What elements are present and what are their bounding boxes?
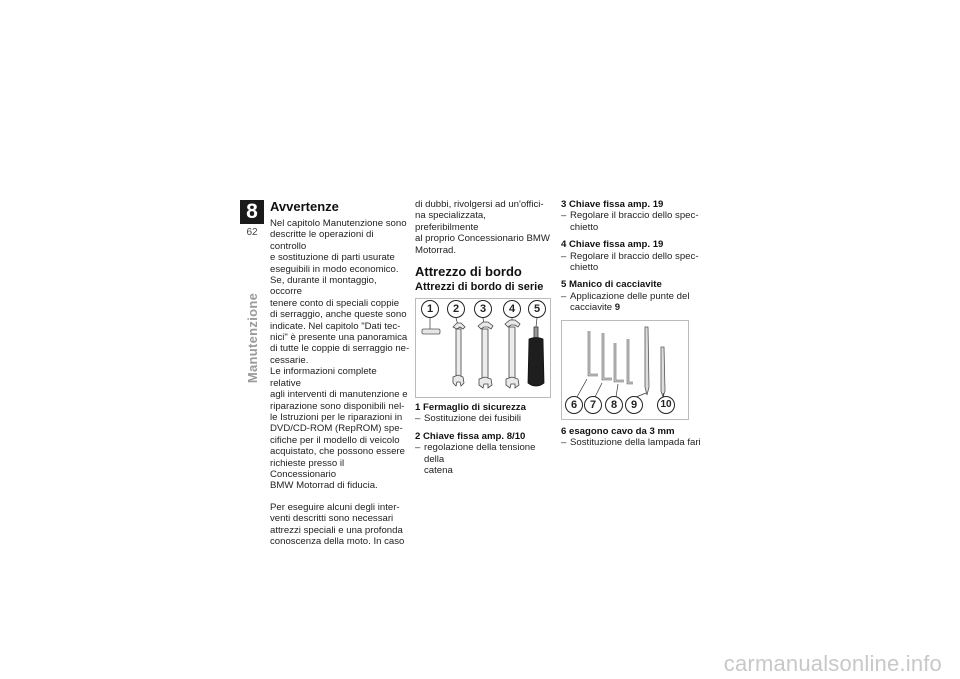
text-line: riparazione sono disponibili nel- [270, 400, 405, 412]
text-line: DVD/CD-ROM (RepROM) spe- [270, 423, 403, 435]
figure-label-6: 6 [570, 398, 578, 411]
chapter-number: 8 [240, 200, 264, 224]
item-title: 3 Chiave fissa amp. 19 [561, 199, 664, 210]
item-desc: – regolazione della tensione della [415, 442, 551, 465]
item-3 [561, 199, 701, 233]
text-line: richieste presso il Concessionario [270, 457, 345, 480]
figure-label-10: 10 [660, 398, 672, 410]
text-line: di dubbi, rivolgersi ad un'offici- [415, 199, 544, 210]
page-number: 62 [246, 227, 258, 238]
item-desc-cont: chietto [570, 221, 599, 233]
item-4 [561, 239, 701, 273]
text-line: di serraggio, anche queste sono [270, 309, 407, 321]
item-desc: – Regolare il braccio dello spec- [561, 251, 701, 262]
item-title: 2 Chiave fissa amp. 8/10 [415, 430, 526, 442]
text-line: cifiche per il modello di veicolo [270, 434, 400, 446]
figure-label-5: 5 [533, 303, 541, 316]
text-line: BMW Motorrad di fiducia. [270, 480, 378, 492]
watermark: carmanualsonline.info [723, 651, 942, 676]
figure-label-7: 7 [589, 398, 597, 411]
item-desc: – Regolare il braccio dello spec- [561, 210, 701, 221]
item-ref: 9 [614, 302, 621, 314]
item-title: 6 esagono cavo da 3 mm [561, 425, 675, 437]
item-desc: – Sostituzione della lampada fari [561, 437, 701, 448]
item-desc-cont [561, 302, 701, 313]
avvertenze-text [270, 218, 410, 492]
item-desc-cont: chietto [570, 262, 599, 274]
text-line: venti descritti sono necessari [270, 513, 394, 525]
text-line: e sostituzione di parti usurate [270, 252, 395, 264]
subheading-attrezzi-serie: Attrezzi di bordo di serie [415, 281, 544, 294]
figure-label-9: 9 [630, 398, 638, 411]
text-line: conoscenza della moto. In caso [270, 535, 405, 547]
text-line: acquistato, che possono essere [270, 446, 405, 458]
item-5 [561, 279, 701, 313]
item-desc: – Applicazione delle punte del [561, 291, 701, 302]
figure-label-2: 2 [452, 303, 460, 316]
item-desc-cont: catena [424, 465, 453, 477]
figure-label-3: 3 [479, 303, 487, 316]
text-line: nici" è presente una panoramica [270, 332, 408, 344]
figure-label-8: 8 [610, 398, 618, 411]
text-line: Motorrad. [415, 244, 457, 256]
item-title: 4 Chiave fissa amp. 19 [561, 239, 664, 251]
text-line: al proprio Concessionario BMW [415, 233, 550, 245]
text-line: di tutte le coppie di serraggio ne- [270, 343, 410, 355]
text-line: agli interventi di manutenzione e [270, 389, 408, 401]
item-desc: – Sostituzione dei fusibili [415, 413, 551, 424]
text-line: eseguibili in modo economico. [270, 263, 399, 275]
text-line: attrezzi speciali e una profonda [270, 524, 403, 536]
toolkit-figure-1-5 [415, 298, 551, 398]
item-title: 1 Fermaglio di sicurezza [415, 402, 526, 414]
item-1 [415, 402, 551, 425]
item-6 [561, 426, 701, 449]
item-title: 5 Manico di cacciavite [561, 279, 662, 291]
heading-attrezzo: Attrezzo di bordo [415, 264, 522, 280]
column-2 [415, 199, 551, 476]
figure-label-4: 4 [508, 303, 516, 316]
text-line: le Istruzioni per le riparazioni in [270, 411, 403, 423]
chapter-side-title: Manutenzione [245, 292, 260, 384]
text-line: Per eseguire alcuni degli inter- [270, 501, 400, 513]
text-line: tenere conto di speciali coppie [270, 297, 400, 309]
text-line: Se, durante il montaggio, occorre [270, 275, 377, 298]
heading-avvertenze: Avvertenze [270, 199, 339, 214]
avvertenze-text-2 [270, 502, 410, 548]
item-2 [415, 431, 551, 477]
text-line: Nel capitolo Manutenzione sono [270, 218, 407, 229]
text-line: Le informazioni complete relative [270, 366, 377, 389]
text-line: indicate. Nel capitolo "Dati tec- [270, 320, 401, 332]
toolkit-figure-6-10 [561, 320, 689, 420]
text-line: na specializzata, preferibilmente [415, 210, 486, 233]
figure-label-1: 1 [426, 303, 434, 316]
item-desc-text: cacciavite [570, 302, 613, 314]
column-3 [561, 199, 701, 448]
text-line: cessarie. [270, 354, 309, 366]
column-1 [270, 199, 410, 547]
text-line: descritte le operazioni di controllo [270, 229, 374, 252]
